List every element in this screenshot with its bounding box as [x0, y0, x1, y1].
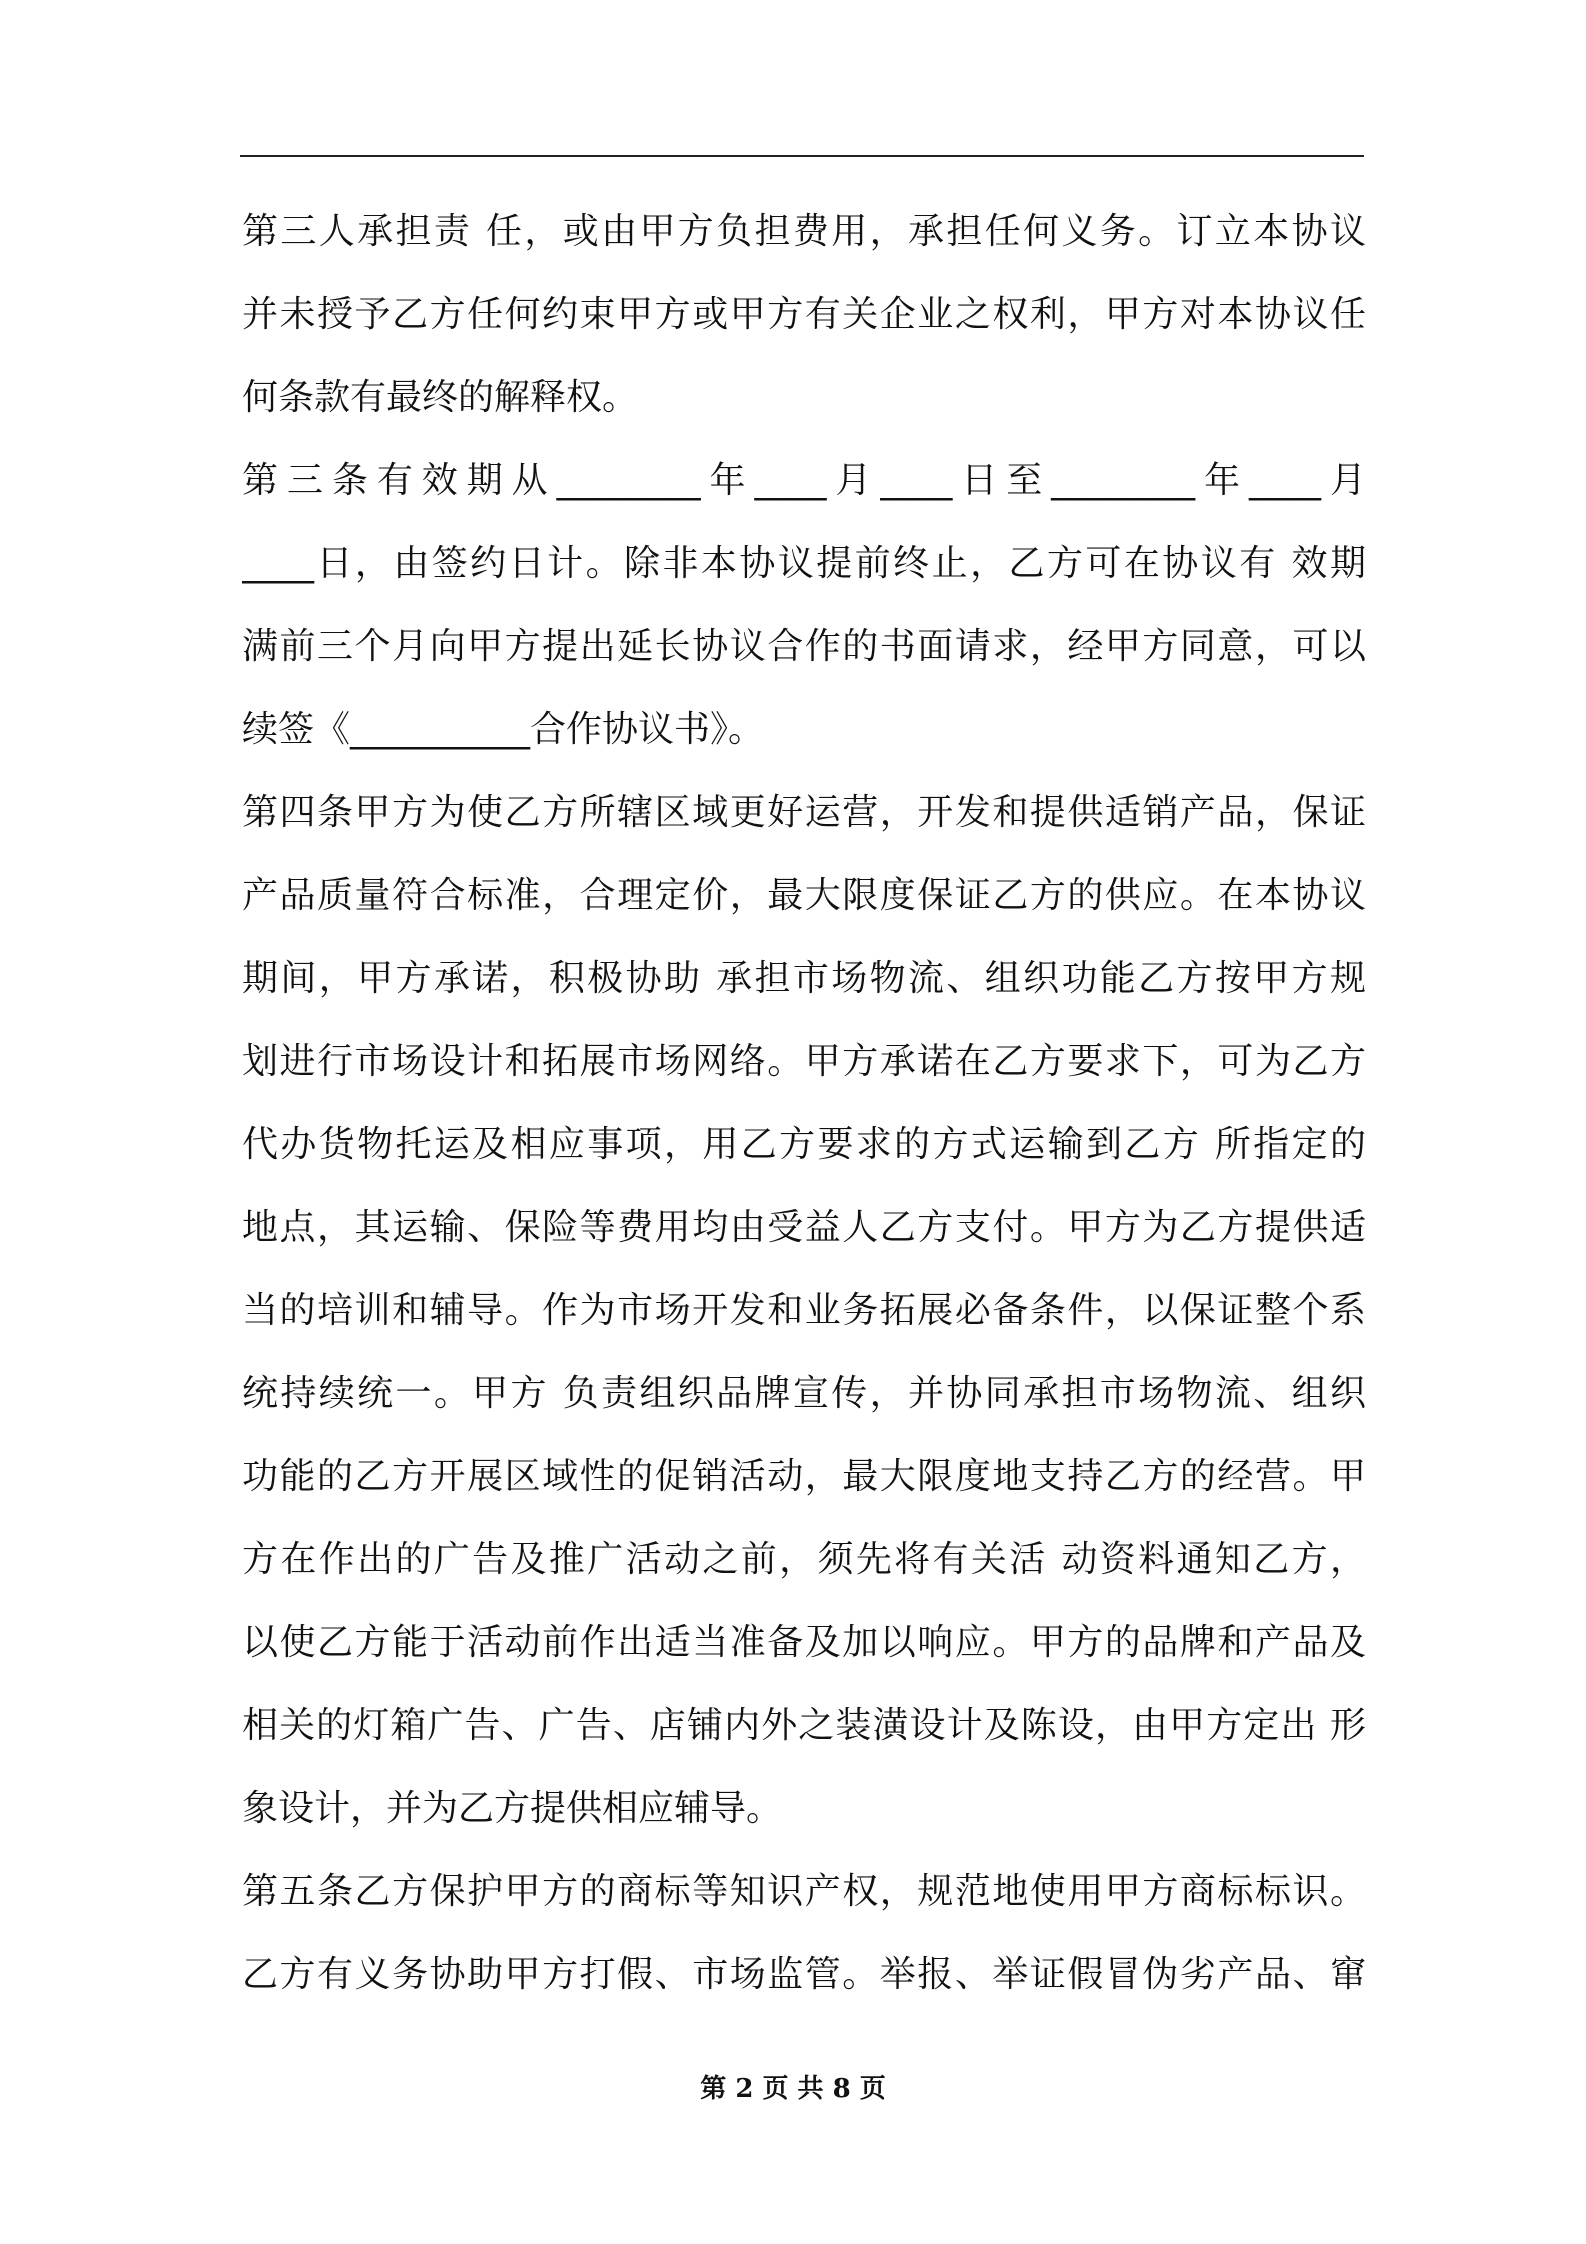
text-line: 产品质量符合标准，合理定价，最大限度保证乙方的供应。在本协议	[242, 875, 1366, 916]
text-line: 期间，甲方承诺，积极协助 承担市场物流、组织功能乙方按甲方规	[242, 958, 1366, 999]
text-line: 统持续统一。甲方 负责组织品牌宣传，并协同承担市场物流、组织	[242, 1373, 1366, 1414]
document-body	[242, 190, 1366, 2016]
text-line: 第四条甲方为使乙方所辖区域更好运营，开发和提供适销产品，保证	[242, 792, 1366, 833]
text-line: 满前三个月向甲方提出延长协议合作的书面请求，经甲方同意，可以	[242, 626, 1366, 667]
text-line: ____日，由签约日计。除非本协议提前终止，乙方可在协议有 效期	[242, 543, 1366, 584]
text-line: 方在作出的广告及推广活动之前，须先将有关活 动资料通知乙方，	[242, 1539, 1366, 1580]
text-line: 第三人承担责 任，或由甲方负担费用，承担任何义务。订立本协议	[242, 211, 1366, 252]
text-line: 以使乙方能于活动前作出适当准备及加以响应。甲方的品牌和产品及	[242, 1622, 1366, 1663]
text-line: 何条款有最终的解释权。	[242, 377, 639, 418]
text-line: 第三条有效期从________年____月____日至________年____月	[242, 460, 1366, 501]
text-line: 第五条乙方保护甲方的商标等知识产权，规范地使用甲方商标标识。	[242, 1871, 1366, 1912]
text-line: 地点，其运输、保险等费用均由受益人乙方支付。甲方为乙方提供适	[242, 1207, 1366, 1248]
text-line: 相关的灯箱广告、广告、店铺内外之装潢设计及陈设，由甲方定出 形	[242, 1705, 1366, 1746]
text-line: 代办货物托运及相应事项，用乙方要求的方式运输到乙方 所指定的	[242, 1124, 1366, 1165]
text-line: 划进行市场设计和拓展市场网络。甲方承诺在乙方要求下，可为乙方	[242, 1041, 1366, 1082]
text-line: 功能的乙方开展区域性的促销活动，最大限度地支持乙方的经营。甲	[242, 1456, 1366, 1497]
page-number: 第 2 页 共 8 页	[700, 2074, 886, 2104]
text-line: 象设计，并为乙方提供相应辅导。	[242, 1788, 783, 1829]
text-line: 乙方有义务协助甲方打假、市场监管。举报、举证假冒伪劣产品、窜	[242, 1954, 1366, 1995]
text-line: 续签《__________合作协议书》。	[242, 709, 765, 750]
text-line: 当的培训和辅导。作为市场开发和业务拓展必备条件，以保证整个系	[242, 1290, 1366, 1331]
header-rule	[240, 155, 1364, 157]
text-line: 并未授予乙方任何约束甲方或甲方有关企业之权利，甲方对本协议任	[242, 294, 1366, 335]
